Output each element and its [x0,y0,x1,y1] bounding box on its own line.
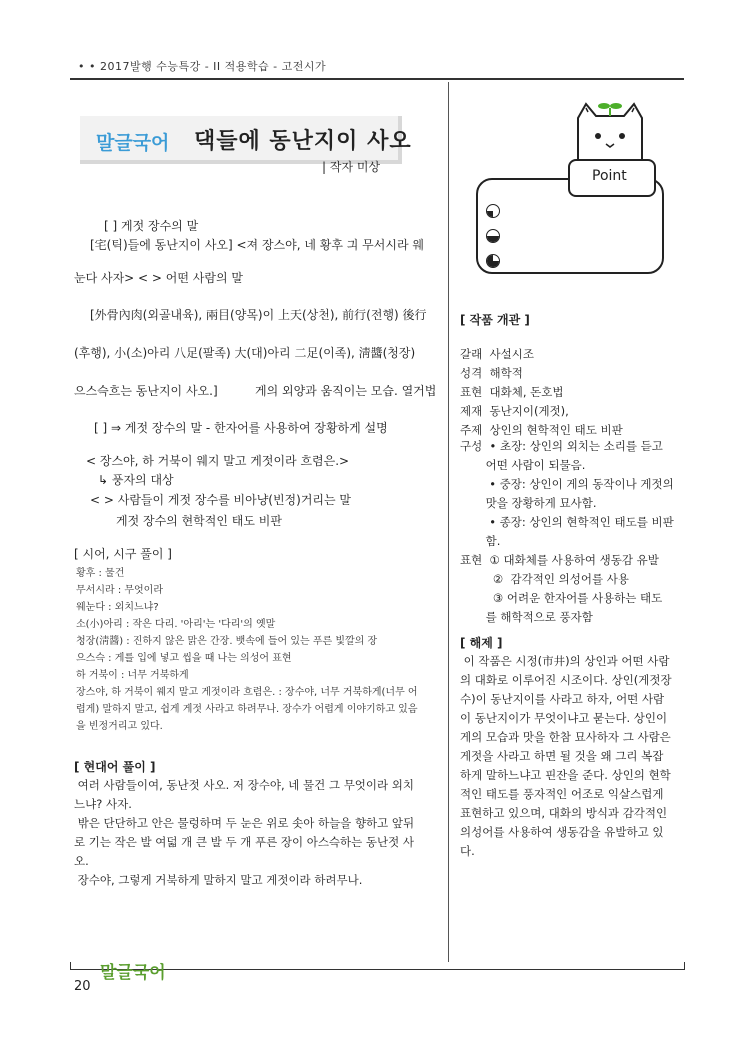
glossary-title: [ 시어, 시구 풀이 ] [74,547,172,561]
point-label: Point [592,168,627,184]
overview-line: • 중장: 상인이 게의 동작이나 게젓의 [460,477,674,491]
commentary-title: [ 해제 ] [460,636,503,650]
poem-line: [宅(틱)들에 동난지이 사오] <져 장스야, 네 황후 긔 무서시라 웨 [90,238,424,252]
glossary-item: 무서시라 : 무엇이라 [76,585,164,596]
commentary-line: 적인 태도를 풍자적인 어조로 익살스럽게 [460,787,664,801]
annotation-criticism: 게젓 장수의 현학적인 태도 비판 [116,514,282,528]
glossary-item: 장스야, 하 거북이 웨지 말고 게젓이라 흐렴은. : 장수야, 너무 거북하게(너무 어 [76,687,418,698]
commentary-line: 의 대화로 이루어진 시조이다. 상인(게젓장 [460,673,672,687]
annotation-bracket: [ ] 게젓 장수의 말 [104,219,199,233]
overview-line: 맛을 장황하게 묘사함. [460,496,597,510]
bottom-left-tick [70,962,71,970]
modern-line: 밖은 단단하고 안은 물렁하며 두 눈은 위로 솟아 하늘을 향하고 앞뒤 [74,816,415,830]
commentary-line: 수)이 동난지이를 사라고 하자, 어떤 사람 [460,692,665,706]
annotation-satire-target: ↳ 풍자의 대상 [98,473,174,487]
poem-line: (후행), 小(소)아리 八足(팔족) 大(대)아리 二足(이족), 淸醬(청장) [74,346,416,360]
overview-line: 성격 해학적 [460,366,523,380]
commentary-line: 의성어를 사용하여 생동감을 유발하고 있 [460,825,664,839]
page-header: • • 2017발행 수능특강 - II 적용학습 - 고전시가 [78,60,327,73]
overview-line: ③ 어려운 한자어를 사용하는 태도 [460,591,663,605]
overview-line: 표현 대화체, 돈호법 [460,385,564,399]
top-rule [70,78,684,80]
overview-line: • 종장: 상인의 현학적인 태도를 비판 [460,515,674,529]
author-label: | 작자 미상 [322,160,381,174]
modern-title: [ 현대어 풀이 ] [74,760,156,774]
modern-line: 로 기는 작은 발 여덟 개 큰 발 두 개 푸른 장이 아스슥하는 동난젓 사 [74,835,415,849]
annotation-summary: [ ] ⇒ 게젓 장수의 말 - 한자어를 사용하여 장황하게 설명 [94,421,388,435]
overview-line: 갈래 사설시조 [460,347,534,361]
commentary-line: 이 작품은 시정(市井)의 상인과 어떤 사람 [460,654,670,668]
annotation-enumeration: 게의 외양과 움직이는 모습. 열거법 [255,384,437,398]
overview-line: 함. [460,534,501,548]
glossary-item: 렵게) 말하지 말고, 쉽게 게젓 사라고 하려무나. 장수가 어렵게 이야기하고 있음 [76,704,418,715]
annotation-mocking: < > 사람들이 게젓 장수를 비아냥(빈정)거리는 말 [90,493,352,507]
modern-line: 오. [74,854,89,868]
quarter-circle-icon [486,204,500,218]
footer-logo: 말글국어 [100,963,166,983]
overview-line: 어떤 사람이 되물음. [460,458,586,472]
cat-icon [568,100,652,162]
overview-line: 주제 상인의 현학적인 태도 비판 [460,423,623,437]
glossary-item: 웨눈다 : 외치느냐? [76,602,159,613]
three-quarter-circle-icon [486,254,500,268]
modern-line: 여러 사람들이여, 동난젓 사오. 저 장수야, 네 물건 그 무엇이라 외치 [74,778,415,792]
commentary-line: 하게 말하느냐고 핀잔을 준다. 상인의 현학 [460,768,671,782]
overview-line: 를 해학적으로 풍자함 [460,610,593,624]
poem-line: [外骨內肉(외골내육), 兩目(양목)이 上天(상천), 前行(전행) 後行 [90,308,427,322]
bottom-right-tick [684,962,685,970]
overview-line: ② 감각적인 의성어를 사용 [460,572,629,586]
commentary-line: 표현하고 있으며, 대화의 방식과 감각적인 [460,806,668,820]
poem-line: < 장스야, 하 거북이 웨지 말고 게젓이라 흐렴은.> [86,454,350,468]
modern-line: 장수야, 그렇게 거북하게 말하지 말고 게젓이라 하려무나. [74,873,363,887]
commentary-line: 게의 모습과 맛을 한참 묘사하자 그 사람은 [460,730,671,744]
title-logo: 말글국어 [96,132,170,154]
modern-line: 느냐? 사자. [74,797,132,811]
glossary-item: 황후 : 물건 [76,568,125,579]
column-divider [448,82,449,962]
glossary-item: 소(小)아리 : 작은 다리. '아리'는 '다리'의 옛말 [76,619,276,630]
half-circle-icon [486,229,500,243]
commentary-line: 다. [460,844,475,858]
glossary-item: 으스슥 : 게를 입에 넣고 씹을 때 나는 의성어 표현 [76,653,292,664]
poem-line: 으스슥흐는 동난지이 사오.] [74,384,218,398]
overview-title: [ 작품 개관 ] [460,313,530,327]
overview-line: 제재 동난지이(게젓), [460,404,569,418]
page-title: 댁들에 동난지이 사오 [194,129,412,154]
page-number: 20 [74,979,91,994]
overview-line: 구성 • 초장: 상인의 외치는 소리를 듣고 [460,439,663,453]
glossary-item: 을 빈정거리고 있다. [76,721,163,732]
poem-line: 눈다 사자> < > 어떤 사람의 말 [74,271,243,285]
glossary-item: 하 거북이 : 너무 거북하게 [76,670,189,681]
commentary-line: 이 동난지이가 무엇이냐고 묻는다. 상인이 [460,711,668,725]
glossary-item: 청장(淸醬) : 진하지 않은 맑은 간장. 뱃속에 들어 있는 푸른 빛깔의 장 [76,636,378,647]
commentary-line: 게젓을 사라고 하면 될 것을 왜 그리 복잡 [460,749,664,763]
overview-line: 표현 ① 대화체를 사용하여 생동감 유발 [460,553,659,567]
